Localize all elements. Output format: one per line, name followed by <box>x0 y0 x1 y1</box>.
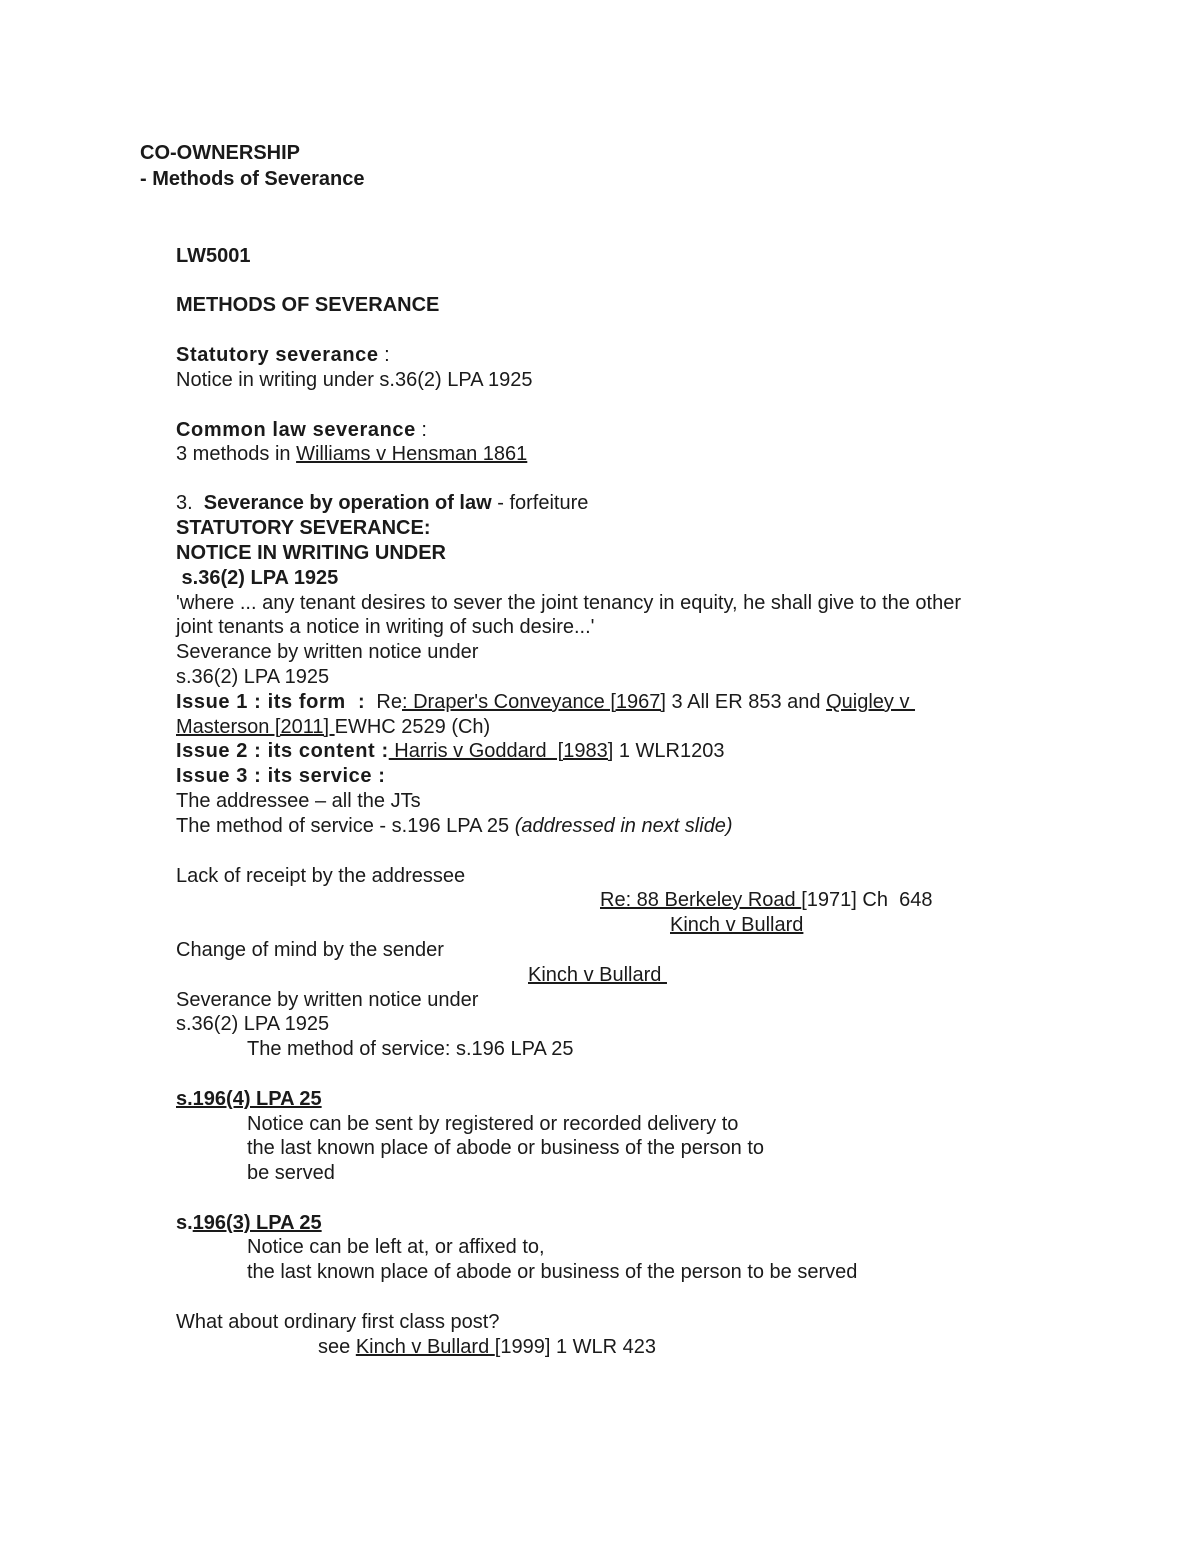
method-of-service-2: The method of service: s.196 LPA 25 <box>247 1038 574 1060</box>
common-law-label: Common law severance <box>176 419 416 441</box>
written-notice-line-1: Severance by written notice under <box>176 641 479 663</box>
item-number: 3. <box>176 492 204 514</box>
stat-heading-2: NOTICE IN WRITING UNDER <box>176 542 446 564</box>
citation: [1971] Ch 648 <box>801 889 933 911</box>
common-law-heading <box>176 418 427 442</box>
statutory-severance-label: Statutory severance <box>176 344 379 366</box>
text: s. <box>176 1212 193 1234</box>
colon: : <box>378 344 390 366</box>
item-rest: - forfeiture <box>491 492 589 514</box>
written-notice-line-4: s.36(2) LPA 1925 <box>176 1013 330 1035</box>
section-heading: METHODS OF SEVERANCE <box>176 294 440 316</box>
common-law-text <box>176 442 527 466</box>
written-notice-line-3: Severance by written notice under <box>176 989 479 1011</box>
issue-2-label: Issue 2 : its content : <box>176 740 389 762</box>
colon: : <box>415 419 427 441</box>
first-class-post-question: What about ordinary first class post? <box>176 1311 500 1333</box>
item-3 <box>176 491 588 515</box>
document-title: CO-OWNERSHIP <box>140 142 300 164</box>
issue-1-label: Issue 1 : its form : <box>176 691 366 713</box>
s196-3-line-2: the last known place of abode or business of the person to be served <box>247 1261 858 1283</box>
text: Re <box>365 691 402 713</box>
text: 3 All ER 853 and <box>665 691 827 713</box>
citation: EWHC 2529 (Ch) <box>334 716 491 738</box>
s196-4-heading: s.196(4) LPA 25 <box>176 1088 322 1110</box>
statutory-severance-text: Notice in writing under s.36(2) LPA 1925 <box>176 369 533 391</box>
item-label: Severance by operation of law <box>203 492 492 514</box>
case-kinch-v-bullard-1: Kinch v Bullard <box>670 914 804 936</box>
case-kinch-v-bullard-3: Kinch v Bullard <box>355 1336 495 1358</box>
course-code: LW5001 <box>176 245 251 267</box>
issue-1-cont <box>176 715 490 739</box>
citation: 1 WLR1203 <box>613 740 725 762</box>
quote-line-1: 'where ... any tenant desires to sever the joint tenancy in equity, he shall give to the other <box>176 592 962 614</box>
italic-note: (addressed in next slide) <box>514 815 733 837</box>
change-of-mind: Change of mind by the sender <box>176 939 444 961</box>
s196-3-heading-underlined: 196(3) LPA 25 <box>192 1212 322 1234</box>
stat-heading-1: STATUTORY SEVERANCE: <box>176 517 431 539</box>
case-harris-v-goddard: Harris v Goddard [1983] <box>388 740 614 762</box>
s196-3-heading <box>176 1211 322 1235</box>
lack-of-receipt: Lack of receipt by the addressee <box>176 865 466 887</box>
see-kinch-v-bullard <box>318 1335 656 1359</box>
quote-line-2: joint tenants a notice in writing of such desire...' <box>176 616 595 638</box>
s196-4-line-1: Notice can be sent by registered or recorded delivery to <box>247 1113 739 1135</box>
case-berkeley-road: Re: 88 Berkeley Road <box>600 889 802 911</box>
s196-3-line-1: Notice can be left at, or affixed to, <box>247 1236 545 1258</box>
s196-4-line-2: the last known place of abode or business of the person to <box>247 1137 765 1159</box>
document-subtitle: - Methods of Severance <box>140 168 365 190</box>
citation: [1999] 1 WLR 423 <box>494 1336 656 1358</box>
case-williams-v-hensman: Williams v Hensman 1861 <box>296 443 528 465</box>
case-quigley-v-masterson-a: Quigley v <box>826 691 916 713</box>
text: see <box>318 1336 356 1358</box>
s196-4-line-3: be served <box>247 1162 335 1184</box>
written-notice-line-2: s.36(2) LPA 1925 <box>176 666 330 688</box>
text: The method of service - s.196 LPA 25 <box>176 815 515 837</box>
stat-heading-3: s.36(2) LPA 1925 <box>176 567 339 589</box>
method-of-service <box>176 814 733 838</box>
issue-3-label: Issue 3 : its service : <box>176 765 386 787</box>
addressee-text: The addressee – all the JTs <box>176 790 421 812</box>
case-drapers-conveyance: : Draper's Conveyance [1967] <box>402 691 666 713</box>
issue-2 <box>176 739 724 763</box>
berkeley-road-citation <box>600 888 932 912</box>
text: 3 methods in <box>176 443 297 465</box>
statutory-severance-heading <box>176 343 390 367</box>
issue-1 <box>176 690 915 714</box>
case-quigley-v-masterson-b: Masterson [2011] <box>176 716 335 738</box>
case-kinch-v-bullard-2: Kinch v Bullard <box>528 964 667 986</box>
